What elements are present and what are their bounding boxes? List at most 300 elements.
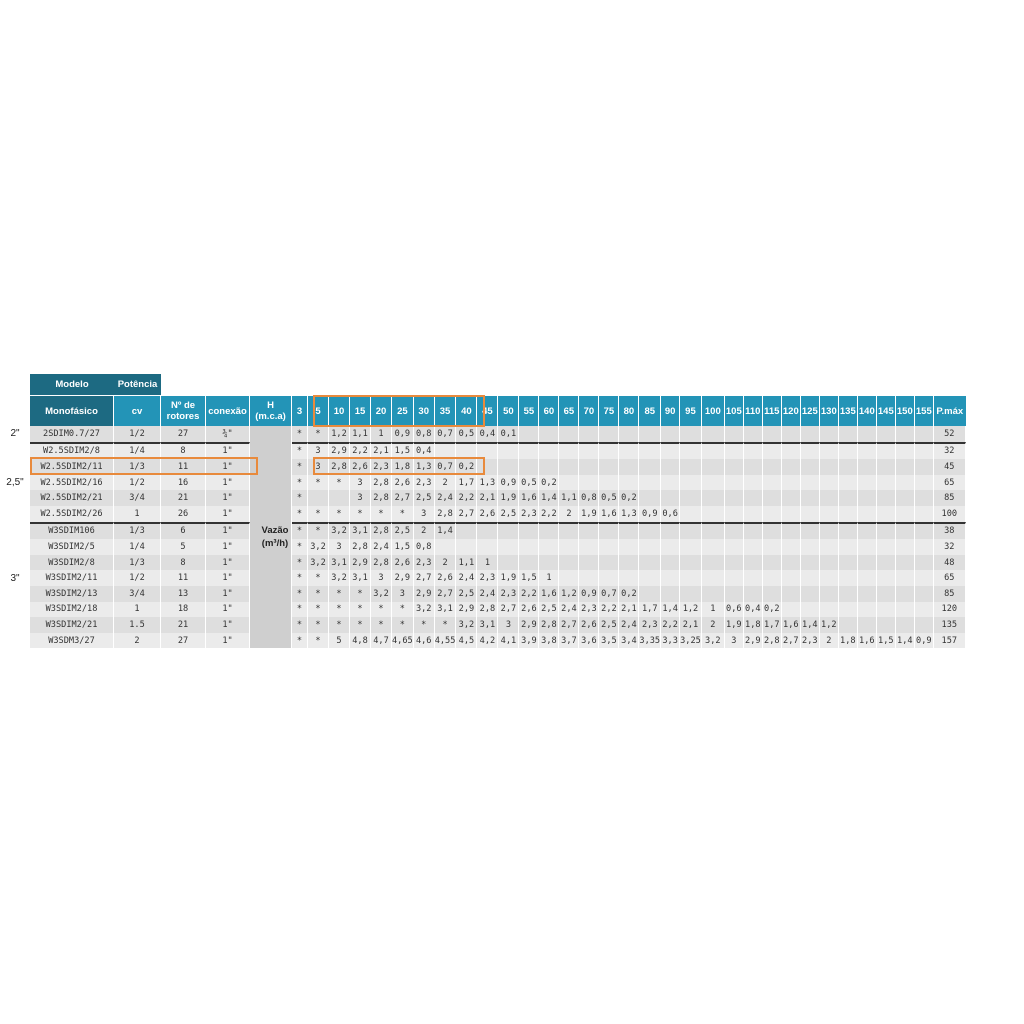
flow-value-cell xyxy=(559,570,579,586)
header-top-blank xyxy=(161,374,966,395)
flow-value-cell: 2,4 xyxy=(456,570,477,586)
flow-value-cell xyxy=(915,442,934,460)
flow-value-cell xyxy=(680,555,702,571)
pmax-cell: 65 xyxy=(934,570,966,586)
conexao-cell: 1" xyxy=(206,617,250,633)
flow-value-cell xyxy=(782,475,801,491)
conexao-cell: 1" xyxy=(206,506,250,522)
flow-value-cell xyxy=(896,617,915,633)
flow-value-cell xyxy=(725,459,744,475)
flow-value-cell: 2 xyxy=(435,555,457,571)
flow-value-cell: 2,8 xyxy=(350,539,371,555)
flow-value-cell: 3,5 xyxy=(599,633,619,649)
flow-value-cell: * xyxy=(292,555,308,571)
flow-value-cell xyxy=(661,490,680,506)
flow-value-cell xyxy=(702,570,725,586)
flow-value-cell xyxy=(858,522,877,540)
header-height-60: 60 xyxy=(539,395,559,426)
flow-value-cell xyxy=(801,570,820,586)
flow-value-cell xyxy=(877,475,896,491)
header-height-55: 55 xyxy=(519,395,539,426)
vazao-label: Vazão (m³/h) xyxy=(261,525,289,549)
conexao-cell: 1" xyxy=(206,522,250,540)
flow-value-cell: 2,3 xyxy=(477,570,498,586)
header-height-80: 80 xyxy=(619,395,639,426)
flow-value-cell: 3 xyxy=(414,506,435,522)
header-modelo: Modelo xyxy=(30,374,114,395)
pmax-cell: 38 xyxy=(934,522,966,540)
cv-cell: 1/2 xyxy=(114,426,161,442)
flow-value-cell xyxy=(763,475,782,491)
header-height-70: 70 xyxy=(579,395,599,426)
flow-value-cell: * xyxy=(414,617,435,633)
vazao-cell xyxy=(250,475,292,491)
flow-value-cell xyxy=(456,522,477,540)
flow-value-cell: * xyxy=(308,506,329,522)
flow-value-cell xyxy=(801,602,820,618)
flow-value-cell xyxy=(915,506,934,522)
flow-value-cell: 2,7 xyxy=(456,506,477,522)
flow-value-cell xyxy=(680,570,702,586)
flow-value-cell: 1,6 xyxy=(782,617,801,633)
flow-value-cell xyxy=(858,475,877,491)
flow-value-cell: 0,2 xyxy=(763,602,782,618)
header-h: H (m.c.a) xyxy=(250,395,292,426)
flow-value-cell xyxy=(858,617,877,633)
rotores-cell: 5 xyxy=(161,539,206,555)
flow-value-cell: 2,9 xyxy=(392,570,414,586)
conexao-cell: 1" xyxy=(206,475,250,491)
flow-value-cell: 0,4 xyxy=(477,426,498,442)
flow-value-cell: 3,25 xyxy=(680,633,702,649)
flow-value-cell xyxy=(435,539,457,555)
flow-value-cell xyxy=(680,442,702,460)
pump-performance-table xyxy=(0,374,966,648)
flow-value-cell: 0,1 xyxy=(498,426,519,442)
flow-value-cell xyxy=(702,539,725,555)
flow-value-cell: 3 xyxy=(350,475,371,491)
flow-value-cell: 3,2 xyxy=(308,539,329,555)
flow-value-cell xyxy=(915,570,934,586)
flow-value-cell xyxy=(915,426,934,442)
flow-value-cell xyxy=(579,570,599,586)
flow-value-cell: 2,4 xyxy=(559,602,579,618)
header-height-85: 85 xyxy=(639,395,661,426)
flow-value-cell: 2,7 xyxy=(498,602,519,618)
flow-value-cell xyxy=(763,426,782,442)
flow-value-cell xyxy=(725,570,744,586)
flow-value-cell: 0,5 xyxy=(599,490,619,506)
table-row xyxy=(0,617,966,633)
flow-value-cell xyxy=(877,442,896,460)
flow-value-cell xyxy=(763,490,782,506)
flow-value-cell: 3,1 xyxy=(350,522,371,540)
flow-value-cell: 3 xyxy=(392,586,414,602)
flow-value-cell xyxy=(519,426,539,442)
flow-value-cell xyxy=(801,506,820,522)
flow-value-cell: * xyxy=(329,602,350,618)
flow-value-cell xyxy=(599,426,619,442)
flow-value-cell xyxy=(619,426,639,442)
model-cell: W2.5SDIM2/26 xyxy=(30,506,114,522)
flow-value-cell xyxy=(896,602,915,618)
flow-value-cell xyxy=(820,442,839,460)
flow-value-cell xyxy=(801,459,820,475)
flow-value-cell: 3,2 xyxy=(329,570,350,586)
flow-value-cell: * xyxy=(292,570,308,586)
flow-value-cell: 2,8 xyxy=(435,506,457,522)
flow-value-cell: 2 xyxy=(559,506,579,522)
flow-value-cell xyxy=(477,442,498,460)
conexao-cell: 1" xyxy=(206,586,250,602)
table-row xyxy=(0,602,966,618)
flow-value-cell xyxy=(725,490,744,506)
flow-value-cell: 4,6 xyxy=(414,633,435,649)
flow-value-cell: 0,2 xyxy=(619,586,639,602)
table-row xyxy=(0,490,966,506)
flow-value-cell xyxy=(639,555,661,571)
flow-value-cell: 2,8 xyxy=(371,555,392,571)
model-cell: W2.5SDIM2/16 xyxy=(30,475,114,491)
size-label xyxy=(0,459,30,475)
flow-value-cell: 3 xyxy=(308,459,329,475)
flow-value-cell xyxy=(915,522,934,540)
flow-value-cell: 2,3 xyxy=(519,506,539,522)
flow-value-cell xyxy=(820,570,839,586)
flow-value-cell: 3 xyxy=(350,490,371,506)
cv-cell: 1/2 xyxy=(114,570,161,586)
flow-value-cell xyxy=(661,555,680,571)
flow-value-cell: 2,4 xyxy=(477,586,498,602)
flow-value-cell xyxy=(877,522,896,540)
flow-value-cell: 1,8 xyxy=(839,633,858,649)
header-height-150: 150 xyxy=(896,395,915,426)
flow-value-cell: 3,7 xyxy=(559,633,579,649)
flow-value-cell: * xyxy=(292,506,308,522)
flow-value-cell: 2,6 xyxy=(519,602,539,618)
header-height-140: 140 xyxy=(858,395,877,426)
size-label xyxy=(0,586,30,602)
flow-value-cell: 3 xyxy=(329,539,350,555)
model-cell: W3SDIM2/18 xyxy=(30,602,114,618)
flow-value-cell xyxy=(619,555,639,571)
flow-value-cell: 2,4 xyxy=(435,490,457,506)
table-row xyxy=(0,522,966,540)
flow-value-cell xyxy=(680,539,702,555)
flow-value-cell xyxy=(702,490,725,506)
flow-value-cell xyxy=(599,475,619,491)
flow-value-cell xyxy=(877,570,896,586)
cv-cell: 1/3 xyxy=(114,522,161,540)
flow-value-cell xyxy=(456,539,477,555)
flow-value-cell: * xyxy=(392,506,414,522)
pmax-cell: 65 xyxy=(934,475,966,491)
flow-value-cell: 0,2 xyxy=(619,490,639,506)
flow-value-cell xyxy=(639,522,661,540)
header-height-145: 145 xyxy=(877,395,896,426)
flow-value-cell xyxy=(744,555,763,571)
flow-value-cell xyxy=(744,586,763,602)
flow-value-cell: * xyxy=(350,586,371,602)
flow-value-cell xyxy=(915,602,934,618)
flow-value-cell xyxy=(782,490,801,506)
vazao-cell xyxy=(250,555,292,571)
flow-value-cell: 1,6 xyxy=(519,490,539,506)
flow-value-cell xyxy=(820,522,839,540)
size-label: 2,5" xyxy=(0,475,30,491)
flow-value-cell xyxy=(896,586,915,602)
flow-value-cell xyxy=(839,490,858,506)
flow-value-cell: * xyxy=(292,586,308,602)
flow-value-cell xyxy=(877,490,896,506)
flow-value-cell xyxy=(839,522,858,540)
flow-value-cell xyxy=(619,522,639,540)
flow-value-cell: 2,9 xyxy=(744,633,763,649)
flow-value-cell: 2,6 xyxy=(477,506,498,522)
pmax-cell: 32 xyxy=(934,539,966,555)
flow-value-cell: 2,7 xyxy=(782,633,801,649)
flow-value-cell: 0,6 xyxy=(661,506,680,522)
vazao-cell xyxy=(250,617,292,633)
flow-value-cell xyxy=(539,459,559,475)
flow-value-cell: * xyxy=(308,602,329,618)
flow-value-cell xyxy=(839,442,858,460)
model-cell: W3SDIM2/5 xyxy=(30,539,114,555)
flow-value-cell: * xyxy=(292,442,308,460)
flow-value-cell xyxy=(763,539,782,555)
flow-value-cell xyxy=(702,506,725,522)
flow-value-cell: 0,4 xyxy=(414,442,435,460)
flow-value-cell xyxy=(820,426,839,442)
table-row xyxy=(0,426,966,442)
flow-value-cell: * xyxy=(308,522,329,540)
model-cell: W2.5SDIM2/8 xyxy=(30,442,114,460)
flow-value-cell xyxy=(915,459,934,475)
flow-value-cell xyxy=(599,555,619,571)
flow-value-cell: 3 xyxy=(308,442,329,460)
flow-value-cell: 4,65 xyxy=(392,633,414,649)
vazao-cell xyxy=(250,426,292,442)
header-cv: cv xyxy=(114,395,161,426)
flow-value-cell xyxy=(680,426,702,442)
flow-value-cell: 1 xyxy=(539,570,559,586)
flow-value-cell xyxy=(661,459,680,475)
model-cell: 2SDIM0.7/27 xyxy=(30,426,114,442)
flow-value-cell xyxy=(896,570,915,586)
flow-value-cell xyxy=(539,442,559,460)
flow-value-cell xyxy=(801,490,820,506)
flow-value-cell: 1,5 xyxy=(877,633,896,649)
flow-value-cell: 1,6 xyxy=(539,586,559,602)
flow-value-cell: 0,7 xyxy=(599,586,619,602)
flow-value-cell: 2,8 xyxy=(371,522,392,540)
size-label: 3" xyxy=(0,570,30,586)
flow-value-cell xyxy=(782,539,801,555)
pmax-cell: 100 xyxy=(934,506,966,522)
flow-value-cell xyxy=(744,459,763,475)
flow-value-cell: 2,8 xyxy=(329,459,350,475)
rotores-cell: 21 xyxy=(161,490,206,506)
flow-value-cell: 2,3 xyxy=(579,602,599,618)
flow-value-cell xyxy=(896,475,915,491)
flow-value-cell: 2,1 xyxy=(371,442,392,460)
flow-value-cell: 1,4 xyxy=(801,617,820,633)
header-height-105: 105 xyxy=(725,395,744,426)
flow-value-cell: 1,9 xyxy=(725,617,744,633)
flow-value-cell xyxy=(639,539,661,555)
header-height-65: 65 xyxy=(559,395,579,426)
flow-value-cell xyxy=(744,490,763,506)
flow-value-cell xyxy=(702,459,725,475)
flow-value-cell xyxy=(763,442,782,460)
table-row xyxy=(0,506,966,522)
flow-value-cell: 1,7 xyxy=(763,617,782,633)
flow-value-cell: 1,4 xyxy=(896,633,915,649)
flow-value-cell: 2,5 xyxy=(456,586,477,602)
table-row xyxy=(0,539,966,555)
flow-value-cell: 3,2 xyxy=(456,617,477,633)
flow-value-cell: 3,2 xyxy=(371,586,392,602)
flow-value-cell xyxy=(782,442,801,460)
flow-value-cell xyxy=(915,475,934,491)
flow-value-cell xyxy=(579,539,599,555)
header-height-125: 125 xyxy=(801,395,820,426)
flow-value-cell xyxy=(782,570,801,586)
flow-value-cell xyxy=(579,555,599,571)
flow-value-cell xyxy=(680,490,702,506)
rotores-cell: 16 xyxy=(161,475,206,491)
flow-value-cell: 2,6 xyxy=(350,459,371,475)
flow-value-cell xyxy=(702,442,725,460)
flow-value-cell xyxy=(915,490,934,506)
flow-value-cell xyxy=(329,490,350,506)
flow-value-cell: * xyxy=(308,617,329,633)
header-height-45: 45 xyxy=(477,395,498,426)
size-label: 2" xyxy=(0,426,30,442)
flow-value-cell xyxy=(896,539,915,555)
flow-value-cell: 2,9 xyxy=(414,586,435,602)
flow-value-cell: 3,1 xyxy=(350,570,371,586)
flow-value-cell xyxy=(579,522,599,540)
flow-value-cell xyxy=(456,442,477,460)
flow-value-cell xyxy=(801,586,820,602)
header-monofasico: Monofásico xyxy=(30,395,114,426)
flow-value-cell xyxy=(858,426,877,442)
header-height-75: 75 xyxy=(599,395,619,426)
flow-value-cell: 2 xyxy=(414,522,435,540)
flow-value-cell: 0,2 xyxy=(456,459,477,475)
pmax-cell: 45 xyxy=(934,459,966,475)
vazao-cell xyxy=(250,442,292,460)
flow-value-cell: 0,5 xyxy=(456,426,477,442)
flow-value-cell xyxy=(559,426,579,442)
flow-value-cell xyxy=(639,586,661,602)
flow-value-cell xyxy=(839,426,858,442)
flow-value-cell xyxy=(839,555,858,571)
header-height-90: 90 xyxy=(661,395,680,426)
flow-value-cell: 3,9 xyxy=(519,633,539,649)
cv-cell: 1/4 xyxy=(114,442,161,460)
flow-value-cell: 2,9 xyxy=(350,555,371,571)
flow-value-cell xyxy=(680,475,702,491)
flow-value-cell: 1,1 xyxy=(559,490,579,506)
flow-value-cell xyxy=(782,555,801,571)
flow-value-cell: 0,8 xyxy=(414,426,435,442)
flow-value-cell: * xyxy=(292,539,308,555)
flow-value-cell: 3,2 xyxy=(702,633,725,649)
flow-value-cell: 4,7 xyxy=(371,633,392,649)
flow-value-cell xyxy=(782,586,801,602)
flow-value-cell: 2,8 xyxy=(477,602,498,618)
flow-value-cell xyxy=(308,490,329,506)
flow-value-cell xyxy=(661,522,680,540)
flow-value-cell xyxy=(661,539,680,555)
conexao-cell: 1" xyxy=(206,539,250,555)
flow-value-cell xyxy=(915,586,934,602)
flow-value-cell: 1,5 xyxy=(392,539,414,555)
flow-value-cell xyxy=(725,506,744,522)
flow-value-cell xyxy=(801,442,820,460)
flow-value-cell: 2,8 xyxy=(371,475,392,491)
flow-value-cell: 2,8 xyxy=(763,633,782,649)
flow-value-cell: 2,2 xyxy=(599,602,619,618)
flow-value-cell xyxy=(539,555,559,571)
header-height-35: 35 xyxy=(435,395,457,426)
rotores-cell: 21 xyxy=(161,617,206,633)
flow-value-cell xyxy=(820,539,839,555)
flow-value-cell: 0,9 xyxy=(915,633,934,649)
flow-value-cell: 3,1 xyxy=(435,602,457,618)
flow-value-cell: 2,5 xyxy=(599,617,619,633)
rotores-cell: 11 xyxy=(161,570,206,586)
header-height-120: 120 xyxy=(782,395,801,426)
flow-value-cell: 3,2 xyxy=(414,602,435,618)
flow-value-cell xyxy=(858,490,877,506)
flow-value-cell xyxy=(639,475,661,491)
flow-value-cell: 2,9 xyxy=(519,617,539,633)
flow-value-cell xyxy=(539,539,559,555)
flow-value-cell xyxy=(858,442,877,460)
flow-value-cell: * xyxy=(329,617,350,633)
flow-value-cell xyxy=(559,555,579,571)
header-top-row xyxy=(0,374,966,395)
flow-value-cell: 0,6 xyxy=(725,602,744,618)
flow-value-cell xyxy=(820,602,839,618)
flow-value-cell xyxy=(661,570,680,586)
flow-value-cell xyxy=(915,539,934,555)
header-height-50: 50 xyxy=(498,395,519,426)
vazao-cell xyxy=(250,570,292,586)
size-label xyxy=(0,602,30,618)
size-label xyxy=(0,522,30,540)
flow-value-cell: 2,2 xyxy=(350,442,371,460)
rotores-cell: 26 xyxy=(161,506,206,522)
pump-table-wrapper xyxy=(0,374,1024,648)
flow-value-cell: 1,7 xyxy=(639,602,661,618)
flow-value-cell: 3,8 xyxy=(539,633,559,649)
flow-value-cell: 3,3 xyxy=(661,633,680,649)
flow-value-cell: 0,8 xyxy=(579,490,599,506)
flow-value-cell xyxy=(839,459,858,475)
flow-value-cell xyxy=(858,555,877,571)
size-column-header xyxy=(0,395,30,426)
flow-value-cell xyxy=(858,459,877,475)
flow-value-cell: * xyxy=(308,475,329,491)
flow-value-cell xyxy=(820,490,839,506)
rotores-cell: 11 xyxy=(161,459,206,475)
flow-value-cell xyxy=(498,522,519,540)
flow-value-cell: 1,3 xyxy=(414,459,435,475)
